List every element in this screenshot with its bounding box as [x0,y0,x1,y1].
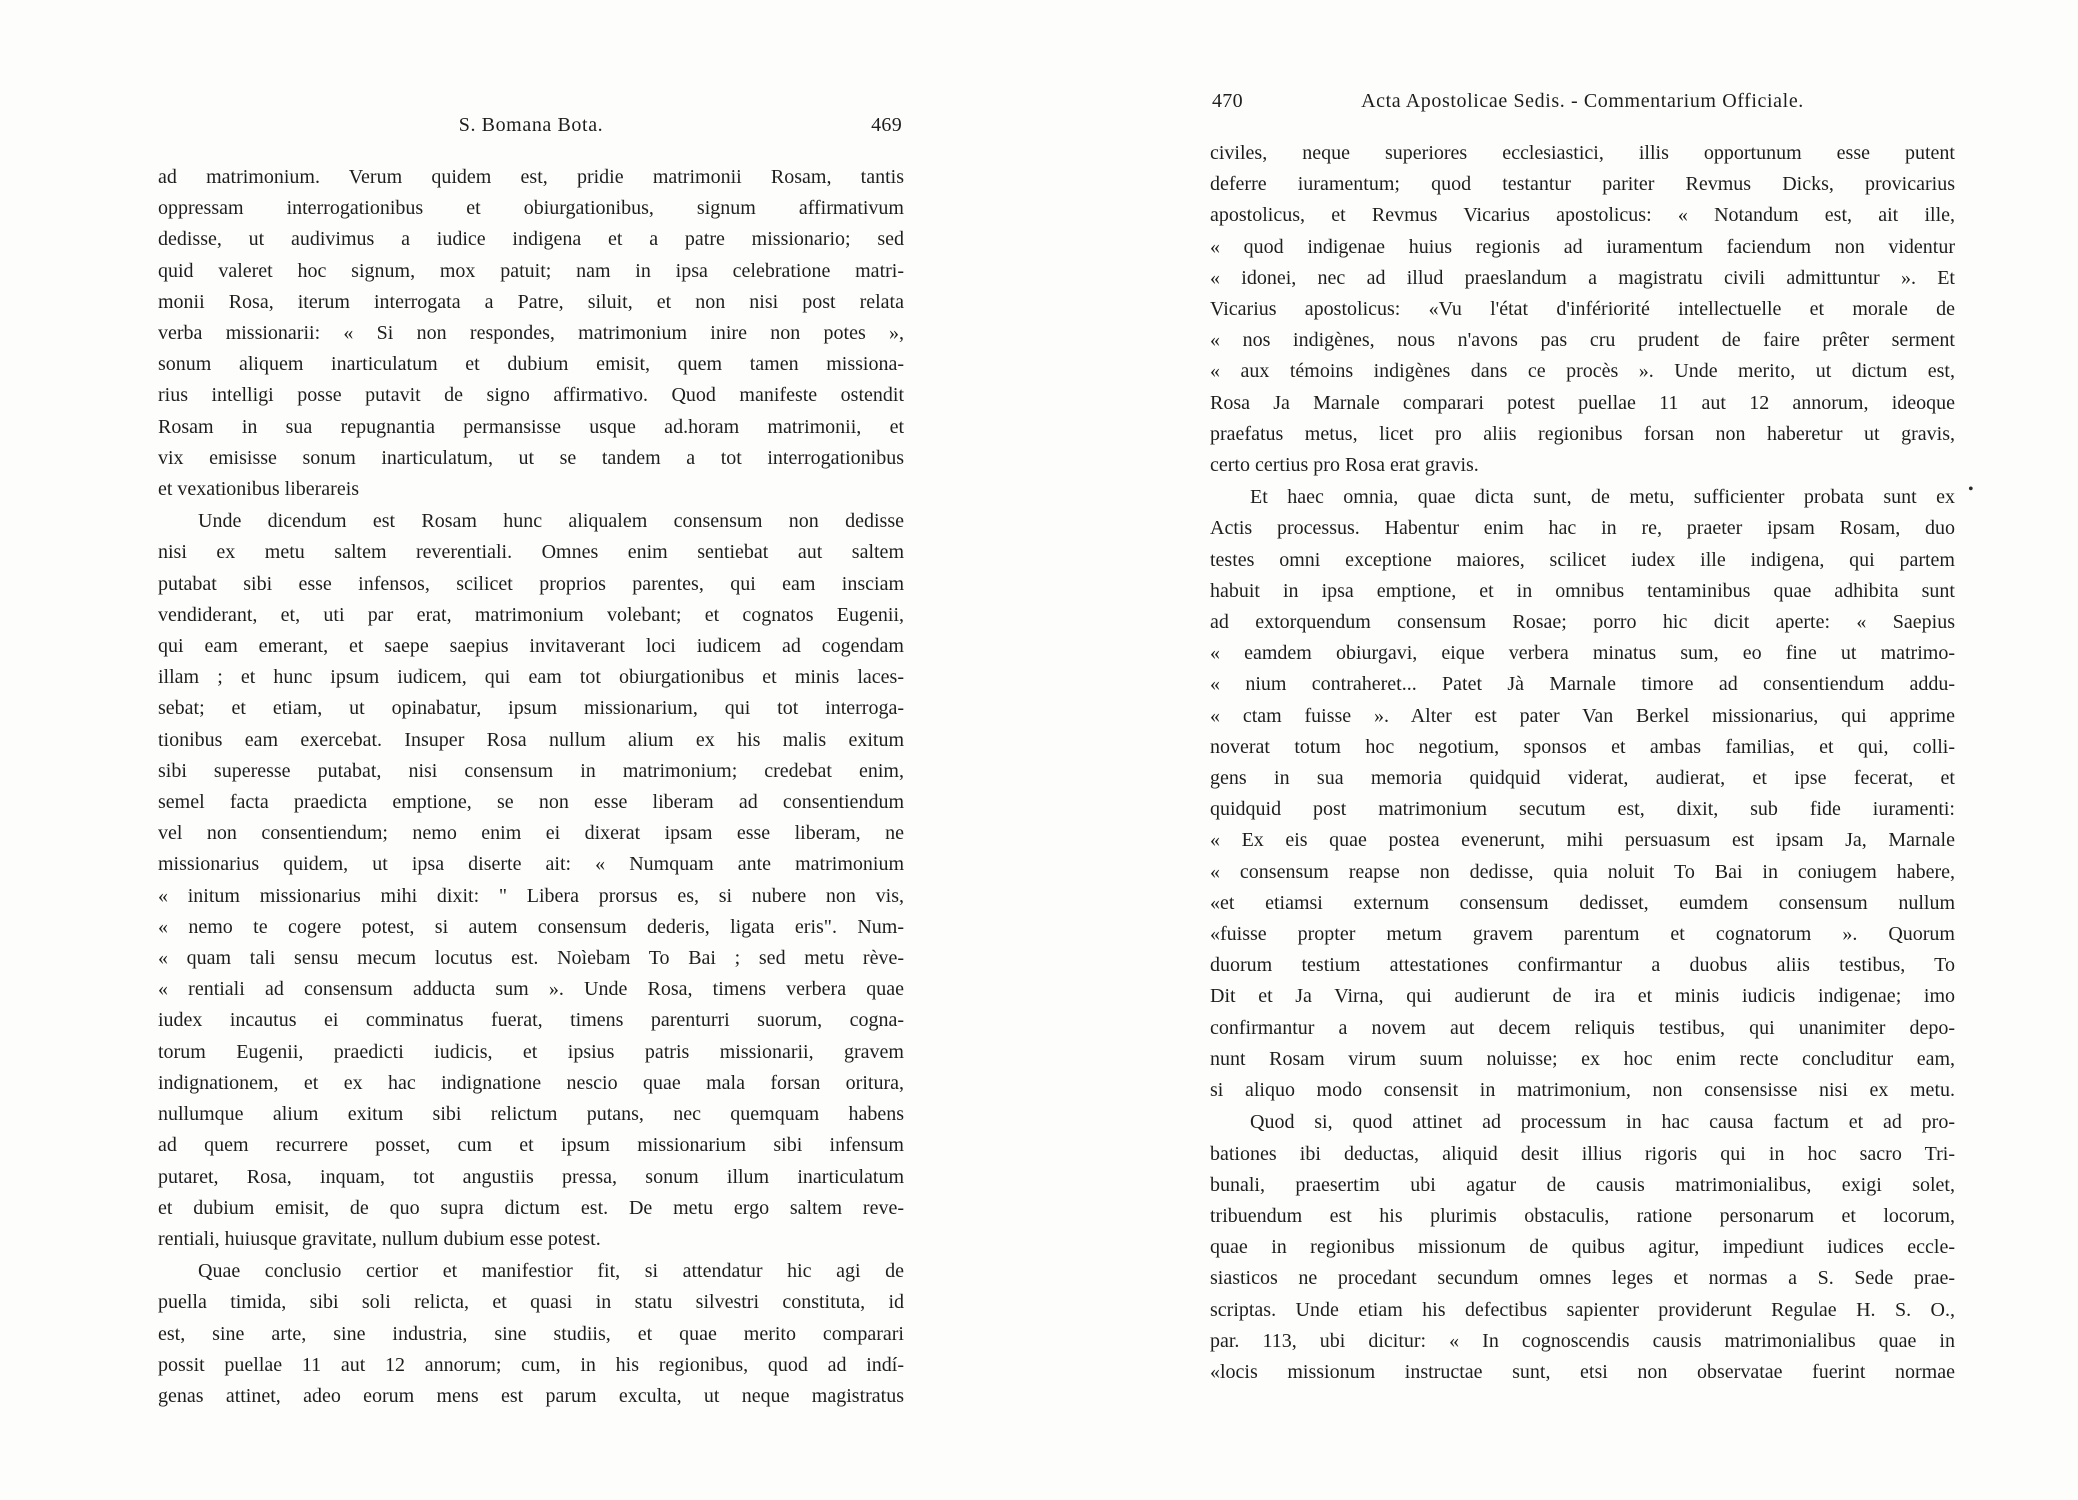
text-line: puella timida, sibi soli relicta, et quasi in statu silvestri constituta, id [158,1291,904,1314]
page-left [158,112,904,1412]
paragraph [158,162,904,505]
text-line: quid valeret hoc signum, mox patuit; nam in ipsa celebratione matri- [158,259,904,282]
text-line: duorum testium attestationes confirmantur a duobus aliis testibus, To [1210,954,1955,977]
text-line: Rosa Ja Marnale comparari potest puellae 11 aut 12 annorum, ideoque [1210,391,1955,414]
text-line: est, sine arte, sine industria, sine studiis, et quae merito comparari [158,1322,904,1345]
text-line: bationes ibi deductas, aliquid desit illius rigoris qui in hoc sacro Tri- [1210,1142,1955,1165]
text-line: Unde dicendum est Rosam hunc aliqualem consensum non dedisse [198,510,904,533]
text-line: «fuisse propter metum gravem parentum et cognatorum ». Quorum [1210,923,1955,946]
text-line: vel non consentiendum; nemo enim ei dixerat ipsam esse liberam, ne [158,822,904,845]
page-right [1210,88,1974,1388]
text-line: sebat; et etiam, ut opinabatur, ipsum missionarium, qui tot interroga- [158,697,904,720]
text-line: siasticos ne procedant secundum omnes leges et normas a S. Sede prae- [1210,1267,1955,1290]
page-number-right: 470 [1212,90,1243,112]
text-line: « ctam fuisse ». Alter est pater Van Berkel missionarius, qui apprime [1210,704,1955,727]
paragraph [158,506,904,1255]
text-line: et vexationibus liberareis [158,478,360,501]
text-line: scriptas. Unde etiam his defectibus sapienter providerunt Regulae H. S. O., [1210,1298,1955,1321]
text-line: bunali, praesertim ubi agatur de causis matrimonialibus, exigi solet, [1210,1173,1955,1196]
page-number-left: 469 [871,114,902,136]
text-line: ad quem recurrere posset, cum et ipsum missionarium sibi infensum [158,1134,904,1157]
page-header-right [1210,88,1955,114]
text-line: apostolicus, et Revmus Vicarius apostolicus: « Notandum est, ait ille, [1210,204,1955,227]
text-line: qui eam emerant, et saepe saepius invitaverant loci iudicem ad cogendam [158,635,904,658]
text-line: civiles, neque superiores ecclesiastici, illis opportunum esse putent [1210,142,1955,164]
text-line: illam ; et hunc ipsum iudicem, qui eam tot obiurgationibus et minis laces- [158,666,904,689]
text-line: «et etiamsi externum consensum dedisset, eumdem consensum nullum [1210,891,1955,914]
text-line: Dit et Ja Virna, qui audierunt de ira et minis iudicis indigenae; imo [1210,985,1955,1008]
text-line: gens in sua memoria quidquid viderat, audierat, et ipse fecerat, et [1210,767,1955,790]
text-line: torum Eugenii, praedicti iudicis, et ipsius patris missionarii, gravem [158,1040,904,1063]
text-line: putabat sibi esse infensos, scilicet proprios parentes, qui eam insciam [158,572,904,595]
text-line: rius intelligi posse putavit de signo affirmativo. Quod manifeste ostendit [158,384,904,407]
text-line: nunt Rosam virum suum noluisse; ex hoc enim recte concluditur eam, [1210,1047,1955,1070]
text-line: nisi ex metu saltem reverentiali. Omnes enim sentiebat aut saltem [158,541,904,564]
text-line: rentiali, huiusque gravitate, nullum dubium esse potest. [158,1227,601,1250]
running-title-left: S. Bomana Bota. [458,114,604,136]
text-line: nullumque alium exitum sibi relictum putans, nec quemquam habens [158,1103,904,1126]
text-line: monii Rosa, iterum interrogata a Patre, siluit, et non nisi post relata [158,290,904,313]
text-line: putaret, Rosa, inquam, tot angustiis pressa, sonum illum inarticulatum [158,1165,904,1188]
paragraph [158,1256,904,1412]
text-line: tribuendum est his plurimis obstaculis, ratione personarum et locorum, [1210,1204,1955,1227]
paragraph [1210,138,1955,481]
text-line: sonum aliquem inarticulatum et dubium emisit, quem tamen missiona- [158,353,904,376]
text-line: « nos indigènes, nous n'avons pas cru prudent de faire prêter serment [1210,329,1955,352]
text-line: « rentiali ad consensum adducta sum ». Unde Rosa, timens verbera quae [158,978,904,1001]
text-column-left [158,162,904,1412]
text-line: Et haec omnia, quae dicta sunt, de metu, sufficienter probata sunt ex [1250,486,1955,509]
text-line: quidquid post matrimonium secutum est, dixit, sub fide iuramenti: [1210,798,1955,821]
text-line: « Ex eis quae postea evenerunt, mihi persuasum est ipsam Ja, Marnale [1210,829,1955,852]
text-line: « aux témoins indigènes dans ce procès ». Unde merito, ut dictum est, [1210,360,1955,383]
text-line: vendiderant, et, uti par erat, matrimonium volebant; et cognatos Eugenii, [158,603,904,626]
text-line: possit puellae 11 aut 12 annorum; cum, in his regionibus, quod ad indí- [158,1353,904,1376]
text-line: « nemo te cogere potest, si autem consensum dederis, ligata eris". Num- [158,915,904,938]
paragraph [1210,1107,1955,1388]
text-line: « nium contraheret... Patet Jà Marnale timore ad consentiendum addu- [1210,673,1955,696]
paragraph [1210,482,1955,1106]
text-line: Quae conclusio certior et manifestior fit, si attendatur hic agi de [198,1260,904,1283]
text-line: semel facta praedicta emptione, se non esse liberam ad consentiendum [158,791,904,814]
text-line: confirmantur a novem aut decem reliquis testibus, qui unanimiter depo- [1210,1016,1955,1039]
text-line: quae in regionibus missionum de quibus agitur, impediunt iudices eccle- [1210,1236,1955,1259]
margin-dot: • [1968,481,1974,498]
text-column-right [1210,138,1955,1388]
text-line: « idonei, nec ad illud praeslandum a magistratu civili admittuntur ». Et [1210,266,1955,289]
text-line: par. 113, ubi dicitur: « In cognoscendis causis matrimonialibus quae in [1210,1329,1955,1352]
text-line: « consensum reapse non dedisse, quia noluit To Bai in coniugem habere, [1210,860,1955,883]
running-title-right: Acta Apostolicae Sedis. - Commentarium Officiale. [1361,90,1804,112]
text-line: tionibus eam exercebat. Insuper Rosa nullum alium ex his malis exitum [158,728,904,751]
text-line: Quod si, quod attinet ad processum in hac causa factum et ad pro- [1250,1111,1955,1134]
text-line: ad extorquendum consensum Rosae; porro hic dicit aperte: « Saepius [1210,611,1955,634]
text-line: noverat totum hoc negotium, sponsos et ambas familias, et qui, colli- [1210,735,1955,758]
text-line: genas attinet, adeo eorum mens est parum exculta, ut neque magistratus [158,1384,904,1407]
text-line: Actis processus. Habentur enim hac in re, praeter ipsam Rosam, duo [1210,517,1955,540]
text-line: « quam tali sensu mecum locutus est. Noìebam To Bai ; sed metu rève- [158,947,904,970]
text-line: indignationem, et ex hac indignatione nescio quae mala forsan oritura, [158,1071,904,1094]
text-line: testes omni exceptione maiores, scilicet iudex ille indigena, qui partem [1210,548,1955,571]
text-line: Rosam in sua repugnantia permansisse usque ad.horam matrimonii, et [158,415,904,438]
text-line: « eamdem obiurgavi, eique verbera minatus sum, eo fine ut matrimo- [1210,642,1955,665]
text-line: « initum missionarius mihi dixit: " Libera prorsus es, si nubere non vis, [158,884,904,907]
text-line: « quod indigenae huius regionis ad iuramentum faciendum non videntur [1210,235,1955,258]
text-line: si aliquo modo consensit in matrimonium, non consensisse nisi ex metu. [1210,1079,1955,1102]
text-line: habuit in ipsa emptione, et in omnibus tentaminibus quae adhibita sunt [1210,579,1955,602]
text-line: Vicarius apostolicus: «Vu l'état d'infériorité intellectuelle et morale de [1210,298,1955,321]
text-line: vix emisisse sonum inarticulatum, ut se tandem a tot interrogationibus [158,446,904,469]
text-line: ad matrimonium. Verum quidem est, pridie matrimonii Rosam, tantis [158,166,904,188]
text-line: praefatus metus, licet pro aliis regionibus forsan non haberetur ut gravis, [1210,422,1955,445]
text-line: verba missionarii: « Si non respondes, matrimonium inire non potes », [158,322,904,345]
text-line: dedisse, ut audivimus a iudice indigena et a patre missionario; sed [158,228,904,251]
page-header-left [158,112,904,138]
text-line: oppressam interrogationibus et obiurgationibus, signum affirmativum [158,197,904,220]
text-line: deferre iuramentum; quod testantur pariter Revmus Dicks, provicarius [1210,173,1955,196]
text-line: missionarius quidem, ut ipsa diserte ait: « Numquam ante matrimonium [158,853,904,876]
text-line: «locis missionum instructae sunt, etsi non observatae fuerint normae [1210,1360,1955,1383]
text-line: sibi superesse putabat, nisi consensum in matrimonium; credebat enim, [158,759,904,782]
text-line: certo certius pro Rosa erat gravis. [1210,454,1479,477]
text-line: et dubium emisit, de quo supra dictum est. De metu ergo saltem reve- [158,1196,904,1219]
text-line: iudex incautus ei comminatus fuerat, timens parenturri suorum, cogna- [158,1009,904,1032]
